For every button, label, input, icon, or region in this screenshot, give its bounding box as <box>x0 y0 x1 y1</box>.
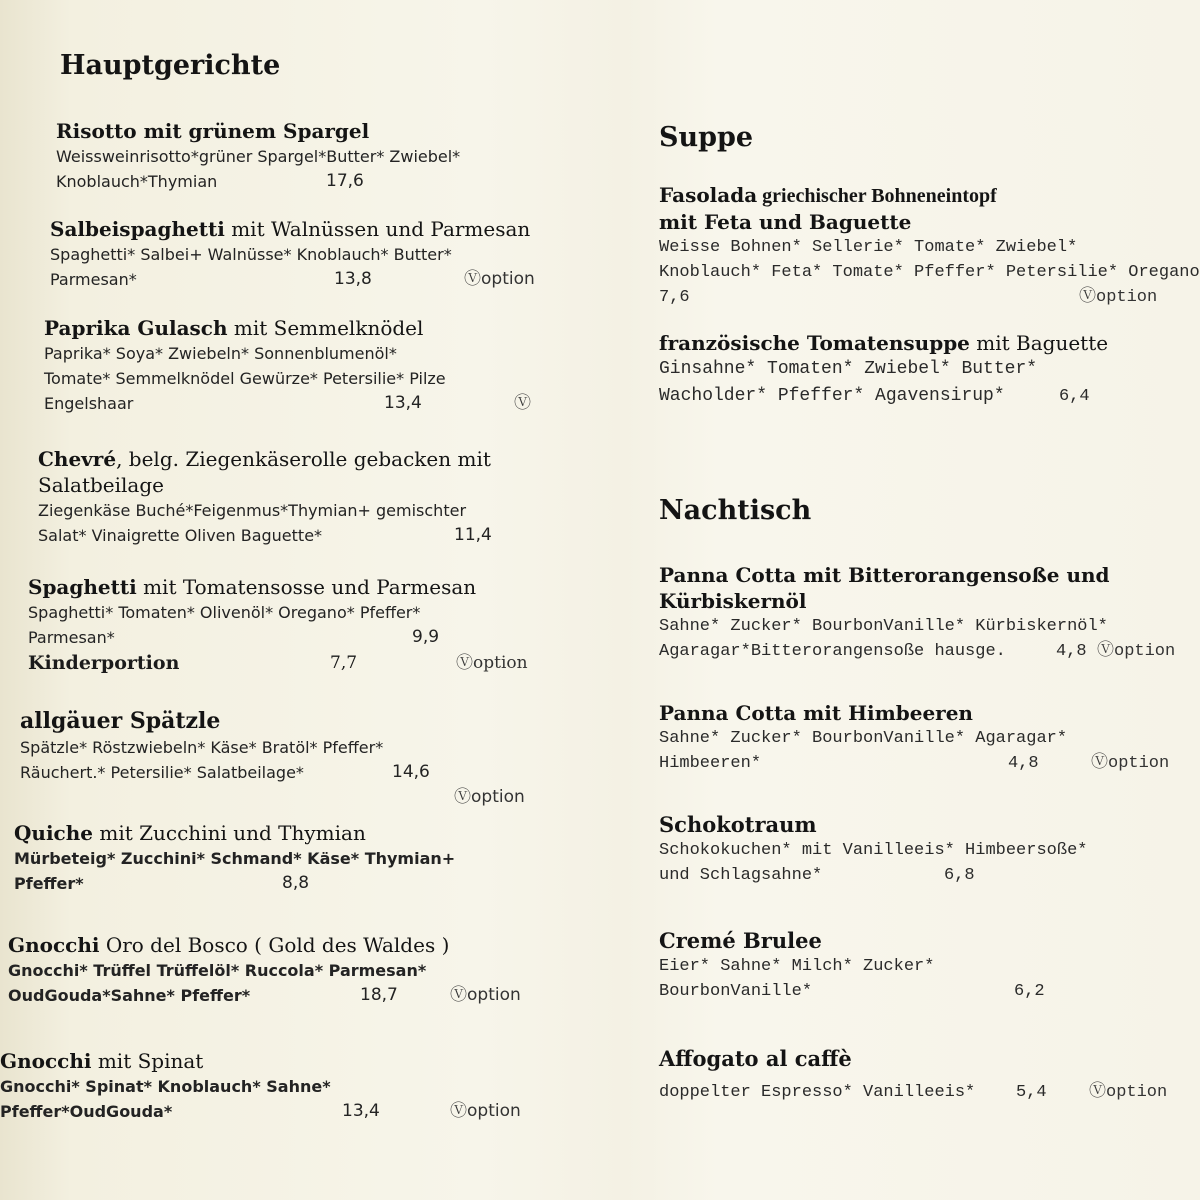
item-subtitle-continued: Kürbiskernöl <box>659 589 807 613</box>
item-ingredients: Eier* Sahne* Milch* Zucker* <box>659 957 935 976</box>
vegan-option-badge: Ⓥoption <box>1089 1083 1168 1102</box>
item-price: 11,4 <box>454 525 492 545</box>
item-ingredients: Parmesan* <box>50 270 137 289</box>
item-price: 6,8 <box>944 866 975 885</box>
item-price: 7,6 <box>659 288 690 307</box>
item-ingredients: Wacholder* Pfeffer* Agavensirup* <box>659 386 1005 406</box>
item-name: Paprika Gulasch <box>44 316 228 340</box>
menu-item <box>659 928 1045 1004</box>
item-ingredients: Agaragar*Bitterorangensoße hausge. <box>659 642 1006 661</box>
item-price: 6,4 <box>1059 387 1090 406</box>
item-ingredients: und Schlagsahne* <box>659 866 823 885</box>
item-price: 17,6 <box>326 171 364 191</box>
vegan-option-badge: Ⓥoption <box>450 985 521 1005</box>
item-name: Salbeispaghetti <box>50 217 225 241</box>
item-subtitle: mit Baguette <box>969 331 1109 355</box>
item-ingredients: Parmesan* <box>28 628 115 647</box>
menu-item <box>659 1046 1168 1105</box>
kinderportion-price: 7,7 <box>330 653 358 673</box>
item-price: 18,7 <box>360 985 398 1005</box>
item-subtitle-continued: Salatbeilage <box>38 473 164 497</box>
section-title-hauptgerichte: Hauptgerichte <box>60 50 281 81</box>
vegan-option-badge: Ⓥoption <box>464 269 535 289</box>
menu-item <box>659 182 1200 310</box>
item-ingredients: Weissweinrisotto*grüner Spargel*Butter* Zwiebel* <box>56 147 461 166</box>
item-subtitle: mit Zucchini und Thymian <box>93 821 366 845</box>
item-name: Affogato al caffè <box>659 1046 852 1071</box>
vegan-option-badge: Ⓥoption <box>1097 642 1176 661</box>
menu-item <box>659 700 1170 776</box>
item-ingredients: Spaghetti* Tomaten* Olivenöl* Oregano* Pfeffer* <box>28 603 421 622</box>
item-name: Schokotraum <box>659 812 817 837</box>
item-ingredients: Sahne* Zucker* BourbonVanille* Kürbiskernöl* <box>659 617 1108 636</box>
item-ingredients: Himbeeren* <box>659 754 762 773</box>
vegan-option-badge: Ⓥoption <box>450 1101 521 1121</box>
item-price: 13,4 <box>384 393 422 413</box>
item-subtitle: mit Spinat <box>91 1049 204 1073</box>
item-price: 14,6 <box>392 762 430 782</box>
item-ingredients: Mürbeteig* Zucchini* Schmand* Käse* Thymian+ <box>14 849 456 868</box>
menu-item <box>8 932 521 1008</box>
item-ingredients: Ginsahne* Tomaten* Zwiebel* Butter* <box>659 359 1038 379</box>
menu-item <box>38 446 491 548</box>
menu-item <box>14 820 455 896</box>
item-ingredients: Paprika* Soya* Zwiebeln* Sonnenblumenöl* <box>44 344 397 363</box>
item-price: 6,2 <box>1014 982 1045 1001</box>
item-price: 4,8 <box>1056 642 1087 661</box>
menu-item <box>44 315 531 416</box>
item-name: Panna Cotta mit Himbeeren <box>659 701 973 725</box>
item-price: 13,8 <box>334 269 372 289</box>
item-ingredients: Schokokuchen* mit Vanilleeis* Himbeersoße* <box>659 841 1088 860</box>
item-price: 9,9 <box>412 627 440 647</box>
kinderportion-label: Kinderportion <box>28 652 180 674</box>
item-subtitle-continued: mit Feta und Baguette <box>659 210 912 234</box>
item-subtitle: , belg. Ziegenkäserolle gebacken mit <box>116 447 491 471</box>
item-name: Gnocchi <box>0 1049 92 1073</box>
item-ingredients: BourbonVanille* <box>659 982 813 1001</box>
item-ingredients: Gnocchi* Spinat* Knoblauch* Sahne* <box>0 1077 331 1096</box>
item-name: Spaghetti <box>28 575 137 599</box>
item-subtitle: Oro del Bosco ( Gold des Waldes ) <box>99 933 450 957</box>
vegan-icon: Ⓥ <box>514 393 531 413</box>
item-ingredients: Weisse Bohnen* Sellerie* Tomate* Zwiebel* <box>659 238 1078 257</box>
item-subtitle: mit Semmelknödel <box>227 316 424 340</box>
item-ingredients: Knoblauch* Feta* Tomate* Pfeffer* Petersilie* Oregano <box>659 263 1200 282</box>
item-ingredients: Knoblauch*Thymian <box>56 172 218 191</box>
section-title-suppe: Suppe <box>659 122 754 153</box>
item-price: 4,8 <box>1008 754 1039 773</box>
item-ingredients: Pfeffer* <box>14 874 84 893</box>
item-name: Gnocchi <box>8 933 100 957</box>
item-price: 5,4 <box>1016 1083 1047 1102</box>
menu-item <box>659 812 1087 888</box>
item-ingredients: Pfeffer*OudGouda* <box>0 1102 173 1121</box>
item-ingredients: doppelter Espresso* Vanilleeis* <box>659 1083 976 1102</box>
menu-item <box>659 562 1176 664</box>
item-ingredients: Ziegenkäse Buché*Feigenmus*Thymian+ gemischter <box>38 501 467 520</box>
item-ingredients: Engelshaar <box>44 394 134 413</box>
item-name: Fasolada <box>659 183 758 207</box>
vegan-option-badge: Ⓥoption <box>454 787 525 807</box>
item-name: Quiche <box>14 821 94 845</box>
item-name: französische Tomatensuppe <box>659 331 970 355</box>
vegan-option-badge: Ⓥoption <box>1091 754 1170 773</box>
vegan-option-badge: Ⓥoption <box>456 653 528 673</box>
item-subtitle: griechischer Bohneneintopf <box>757 185 997 207</box>
item-ingredients: Spaghetti* Salbei+ Walnüsse* Knoblauch* Butter* <box>50 245 452 264</box>
item-ingredients: Spätzle* Röstzwiebeln* Käse* Bratöl* Pfeffer* <box>20 738 384 757</box>
item-subtitle: mit Tomatensosse und Parmesan <box>136 575 477 599</box>
menu-item <box>50 216 535 292</box>
item-subtitle: mit Walnüssen und Parmesan <box>224 217 531 241</box>
item-ingredients: Gnocchi* Trüffel Trüffelöl* Ruccola* Parmesan* <box>8 961 427 980</box>
menu-item <box>20 708 525 810</box>
item-ingredients: Sahne* Zucker* BourbonVanille* Agaragar* <box>659 729 1068 748</box>
item-ingredients: OudGouda*Sahne* Pfeffer* <box>8 986 251 1005</box>
menu-item <box>0 1048 521 1124</box>
menu-item <box>659 330 1108 410</box>
item-ingredients: Salat* Vinaigrette Oliven Baguette* <box>38 526 323 545</box>
item-price: 8,8 <box>282 873 310 893</box>
item-name: allgäuer Spätzle <box>20 708 221 734</box>
menu-item <box>56 118 460 194</box>
item-name: Chevré <box>38 447 117 471</box>
item-ingredients: Tomate* Semmelknödel Gewürze* Petersilie* Pilze <box>44 369 446 388</box>
item-ingredients: Räuchert.* Petersilie* Salatbeilage* <box>20 763 304 782</box>
item-subtitle: mit Bitterorangensoße und <box>796 563 1110 587</box>
section-title-nachtisch: Nachtisch <box>659 495 812 526</box>
item-name: Risotto mit grünem Spargel <box>56 119 370 143</box>
vegan-option-badge: Ⓥoption <box>1079 288 1158 307</box>
item-name: Panna Cotta <box>659 563 797 587</box>
menu-item <box>28 574 528 676</box>
item-name: Cremé Brulee <box>659 928 822 953</box>
item-price: 13,4 <box>342 1101 380 1121</box>
